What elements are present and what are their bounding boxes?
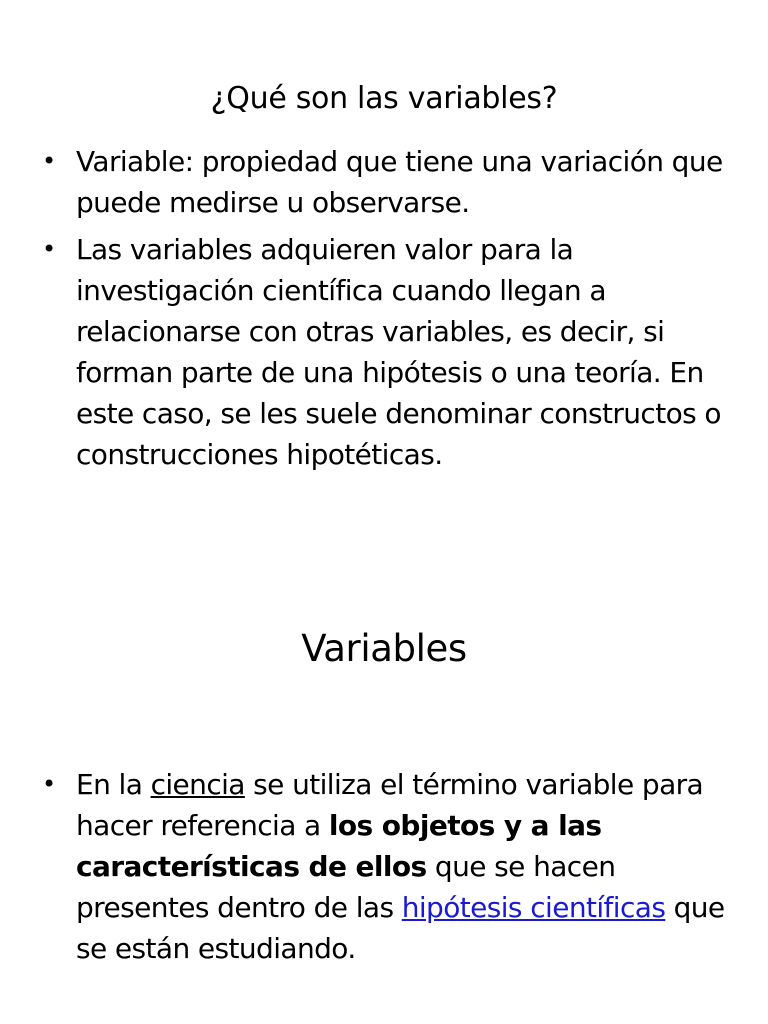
bullet-text-part: se utiliza el término variable para hacer referencia a bbox=[76, 768, 704, 842]
slide-title: Variables bbox=[301, 627, 467, 670]
slide-title: ¿Qué son las variables? bbox=[210, 81, 558, 116]
ciencia-link[interactable]: ciencia bbox=[150, 768, 245, 801]
bullet-list bbox=[42, 764, 732, 975]
bullet-text-part: que se hacen presentes dentro de las bbox=[76, 850, 616, 924]
hipotesis-link[interactable]: hipótesis científicas bbox=[401, 891, 666, 924]
bold-text: los objetos y a las características de ellos bbox=[76, 809, 602, 883]
bullet-icon: • bbox=[42, 235, 56, 263]
bullet-text-part: que se están estudiando. bbox=[76, 891, 725, 965]
bullet-text: Variable: propiedad que tiene una variación que puede medirse u observarse. bbox=[76, 145, 723, 219]
bullet-item bbox=[42, 141, 732, 223]
bullet-text-part: En la bbox=[76, 768, 151, 801]
bullet-text: Las variables adquieren valor para la investigación científica cuando llegan a relacionarse con otras variables, es decir, si forman parte de una hipótesis o una teoría. En este caso, se les suele denominar constructos o construcciones hipotéticas. bbox=[76, 233, 721, 471]
bullet-icon: • bbox=[42, 770, 56, 798]
bullet-list bbox=[42, 141, 732, 481]
bullet-icon: • bbox=[42, 147, 56, 175]
bullet-item bbox=[42, 229, 732, 475]
bullet-item bbox=[42, 764, 732, 969]
slide-2 bbox=[0, 512, 768, 1024]
